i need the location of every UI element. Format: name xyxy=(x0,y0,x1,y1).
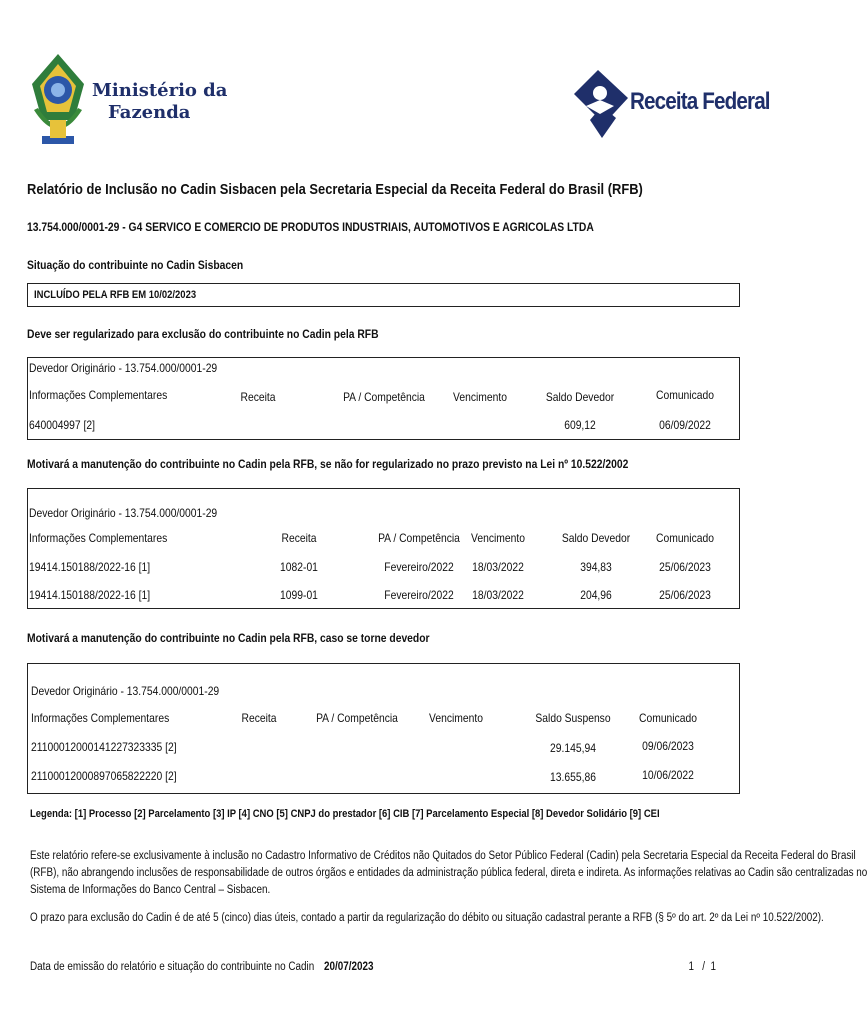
table-row-cell: 640004997 [2] xyxy=(29,418,96,432)
col-header-comunicado: Comunicado xyxy=(656,531,714,545)
col-header-info: Informações Complementares xyxy=(31,711,170,725)
table-row-cell: 25/06/2023 xyxy=(659,560,711,574)
col-header-info: Informações Complementares xyxy=(29,388,168,402)
col-header-receita: Receita xyxy=(240,390,276,404)
note-line: (RFB), não abrangendo inclusões de responsabilidade de outros órgãos e entidades da administração pública federal, direta e indireta. As informações relativas ao Cadin são centralizadas no xyxy=(30,867,867,879)
section1-heading: Deve ser regularizado para exclusão do contribuinte no Cadin pela RFB xyxy=(27,327,379,341)
col-header-pa: PA / Competência xyxy=(316,711,398,725)
table-row-cell: 18/03/2022 xyxy=(472,588,524,602)
col-header-receita: Receita xyxy=(241,711,277,725)
note-line: Sistema de Informações do Banco Central – Sisbacen. xyxy=(30,884,271,896)
section1-table xyxy=(27,357,740,440)
col-header-saldo: Saldo Suspenso xyxy=(535,711,611,725)
table-row-cell: 19414.150188/2022-16 [1] xyxy=(29,588,151,602)
table-row-cell: Fevereiro/2022 xyxy=(384,588,454,602)
table-row-cell: 19414.150188/2022-16 [1] xyxy=(29,560,151,574)
brazil-coat-of-arms-icon xyxy=(28,50,88,158)
debtor-label: Devedor Originário - 13.754.000/0001-29 xyxy=(29,506,218,520)
footer-label: Data de emissão do relatório e situação do contribuinte no Cadin xyxy=(30,961,315,973)
table-row-cell: Fevereiro/2022 xyxy=(384,560,454,574)
debtor-label: Devedor Originário - 13.754.000/0001-29 xyxy=(29,361,218,375)
situation-heading: Situação do contribuinte no Cadin Sisbacen xyxy=(27,258,244,272)
table-row-cell: 609,12 xyxy=(564,418,596,432)
note-deadline: O prazo para exclusão do Cadin é de até 5 (cinco) dias úteis, contado a partir da regularização do débito ou situação cadastral perante a RFB (§ 5º do art. 2º da Lei nº 10.522/2002). xyxy=(30,912,824,924)
col-header-vencimento: Vencimento xyxy=(471,531,525,545)
table-row-cell: 1099-01 xyxy=(280,588,318,602)
legend: Legenda: [1] Processo [2] Parcelamento [3] IP [4] CNO [5] CNPJ do prestador [6] CIB [7] Parcelamento Especial [8] Devedor Solidário [9] CEI xyxy=(30,808,660,820)
table-row-cell: 21100012000141227323335 [2] xyxy=(31,740,177,754)
table-row-cell: 13.655,86 xyxy=(550,770,596,784)
note-line: Este relatório refere-se exclusivamente à inclusão no Cadastro Informativo de Créditos não Quitados do Setor Público Federal (Cadin) pela Secretaria Especial da Receita Federal do Brasil xyxy=(30,850,856,862)
col-header-saldo: Saldo Devedor xyxy=(561,531,631,545)
table-row-cell: 204,96 xyxy=(580,588,612,602)
col-header-pa: PA / Competência xyxy=(378,531,460,545)
table-row-cell: 18/03/2022 xyxy=(472,560,524,574)
company-id-name: 13.754.000/0001-29 - G4 SERVICO E COMERCIO DE PRODUTOS INDUSTRIAIS, AUTOMOTIVOS E AGRICOLAS LTDA xyxy=(27,220,594,234)
receita-federal-wordmark: Receita Federal xyxy=(630,88,770,115)
receita-federal-logo-icon xyxy=(572,66,630,140)
ministry-name xyxy=(92,80,227,124)
table-row-cell: 1082-01 xyxy=(280,560,318,574)
footer-date: 20/07/2023 xyxy=(324,961,374,973)
table-row-cell: 21100012000897065822220 [2] xyxy=(31,769,177,783)
status-box xyxy=(27,283,740,307)
table-row-cell: 10/06/2022 xyxy=(642,768,694,782)
status-value: INCLUÍDO PELA RFB EM 10/02/2023 xyxy=(34,289,197,301)
ministry-line1: Ministério da xyxy=(92,80,228,101)
page-title: Relatório de Inclusão no Cadin Sisbacen pela Secretaria Especial da Receita Federal do Brasil (RFB) xyxy=(27,181,643,198)
col-header-saldo: Saldo Devedor xyxy=(545,390,615,404)
col-header-vencimento: Vencimento xyxy=(453,390,507,404)
section2-heading: Motivará a manutenção do contribuinte no Cadin pela RFB, se não for regularizado no prazo previsto na Lei nº 10.522/2002 xyxy=(27,457,629,471)
table-row-cell: 29.145,94 xyxy=(550,741,596,755)
section3-table xyxy=(27,663,740,794)
col-header-receita: Receita xyxy=(281,531,317,545)
col-header-comunicado: Comunicado xyxy=(639,711,697,725)
col-header-comunicado: Comunicado xyxy=(656,388,714,402)
table-row-cell: 394,83 xyxy=(580,560,612,574)
debtor-label: Devedor Originário - 13.754.000/0001-29 xyxy=(31,684,220,698)
col-header-pa: PA / Competência xyxy=(343,390,425,404)
section2-table xyxy=(27,488,740,609)
ministry-line2: Fazenda xyxy=(108,102,191,123)
table-row-cell: 25/06/2023 xyxy=(659,588,711,602)
table-row-cell: 06/09/2022 xyxy=(659,418,711,432)
table-row-cell: 09/06/2023 xyxy=(642,739,694,753)
col-header-info: Informações Complementares xyxy=(29,531,168,545)
page-number: 1 / 1 xyxy=(688,961,716,973)
section3-heading: Motivará a manutenção do contribuinte no Cadin pela RFB, caso se torne devedor xyxy=(27,631,430,645)
col-header-vencimento: Vencimento xyxy=(429,711,483,725)
